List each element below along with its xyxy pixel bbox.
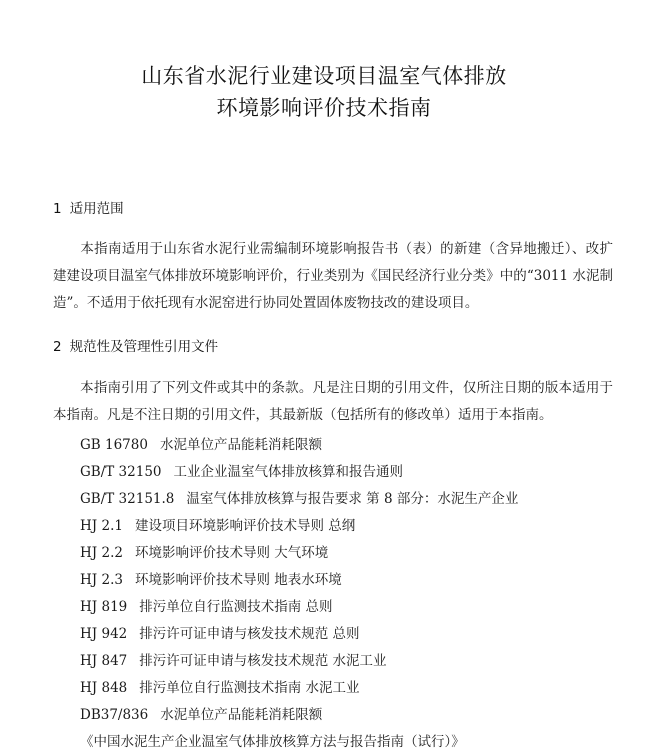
reference-title: 环境影响评价技术导则 地表水环境 — [134, 572, 342, 588]
reference-item — [80, 648, 518, 675]
reference-code: HJ 848 — [80, 680, 128, 696]
section-2-paragraph — [53, 375, 613, 429]
document-title-line-1: 山东省水泥行业建设项目温室气体排放 — [141, 64, 507, 88]
section-number: 2 — [53, 339, 62, 355]
reference-list — [80, 432, 518, 756]
reference-code: HJ 942 — [80, 626, 128, 642]
reference-item — [80, 729, 518, 756]
reference-title: 水泥单位产品能耗消耗限额 — [160, 707, 323, 723]
reference-title: 环境影响评价技术导则 大气环境 — [134, 545, 329, 561]
reference-title: 排污许可证申请与核发技术规范 水泥工业 — [139, 653, 387, 669]
paragraph-text: 本指南适用于山东省水泥行业需编制环境影响报告书（表）的新建（含异地搬迁）、改扩建建设项目温室气体排放环境影响评价，行业类别为《国民经济行业分类》中的“3011 水泥制造”。不适用于依托现有水泥窑进行协同处置固体废物技改的建设项目。 — [53, 241, 613, 311]
reference-item — [80, 459, 518, 486]
reference-title: 工业企业温室气体排放核算和报告通则 — [173, 464, 403, 480]
reference-item — [80, 675, 518, 702]
reference-code: HJ 819 — [80, 599, 128, 615]
reference-item — [80, 486, 518, 513]
reference-code: GB 16780 — [80, 437, 148, 453]
reference-title: 温室气体排放核算与报告要求 第 8 部分：水泥生产企业 — [186, 491, 519, 507]
section-1-heading — [53, 197, 124, 217]
section-1-paragraph — [53, 236, 613, 317]
reference-code: DB37/836 — [80, 707, 149, 723]
reference-title: 建设项目环境影响评价技术导则 总纲 — [134, 518, 356, 534]
reference-item — [80, 567, 518, 594]
paragraph-text: 本指南引用了下列文件或其中的条款。凡是注日期的引用文件，仅所注日期的版本适用于本指南。凡是不注日期的引用文件，其最新版（包括所有的修改单）适用于本指南。 — [53, 380, 613, 423]
reference-title: 水泥单位产品能耗消耗限额 — [159, 437, 322, 453]
reference-item — [80, 621, 518, 648]
reference-title: 排污单位自行监测技术指南 水泥工业 — [139, 680, 360, 696]
section-number: 1 — [53, 201, 62, 217]
reference-title: 《中国水泥生产企业温室气体排放核算方法与报告指南（试行）》 — [80, 734, 465, 750]
reference-code: HJ 2.2 — [80, 545, 123, 561]
section-2-heading — [53, 335, 218, 355]
reference-item — [80, 594, 518, 621]
section-title: 适用范围 — [69, 201, 124, 217]
reference-code: HJ 2.3 — [80, 572, 123, 588]
reference-item — [80, 513, 518, 540]
document-title-line-2: 环境影响评价技术指南 — [216, 96, 432, 120]
section-title: 规范性及管理性引用文件 — [69, 339, 219, 355]
reference-code: HJ 847 — [80, 653, 128, 669]
reference-item — [80, 702, 518, 729]
reference-code: GB/T 32151.8 — [80, 491, 175, 507]
reference-item — [80, 432, 518, 459]
reference-code: HJ 2.1 — [80, 518, 123, 534]
reference-item — [80, 540, 518, 567]
reference-title: 排污许可证申请与核发技术规范 总则 — [139, 626, 360, 642]
reference-title: 排污单位自行监测技术指南 总则 — [139, 599, 333, 615]
reference-code: GB/T 32150 — [80, 464, 162, 480]
